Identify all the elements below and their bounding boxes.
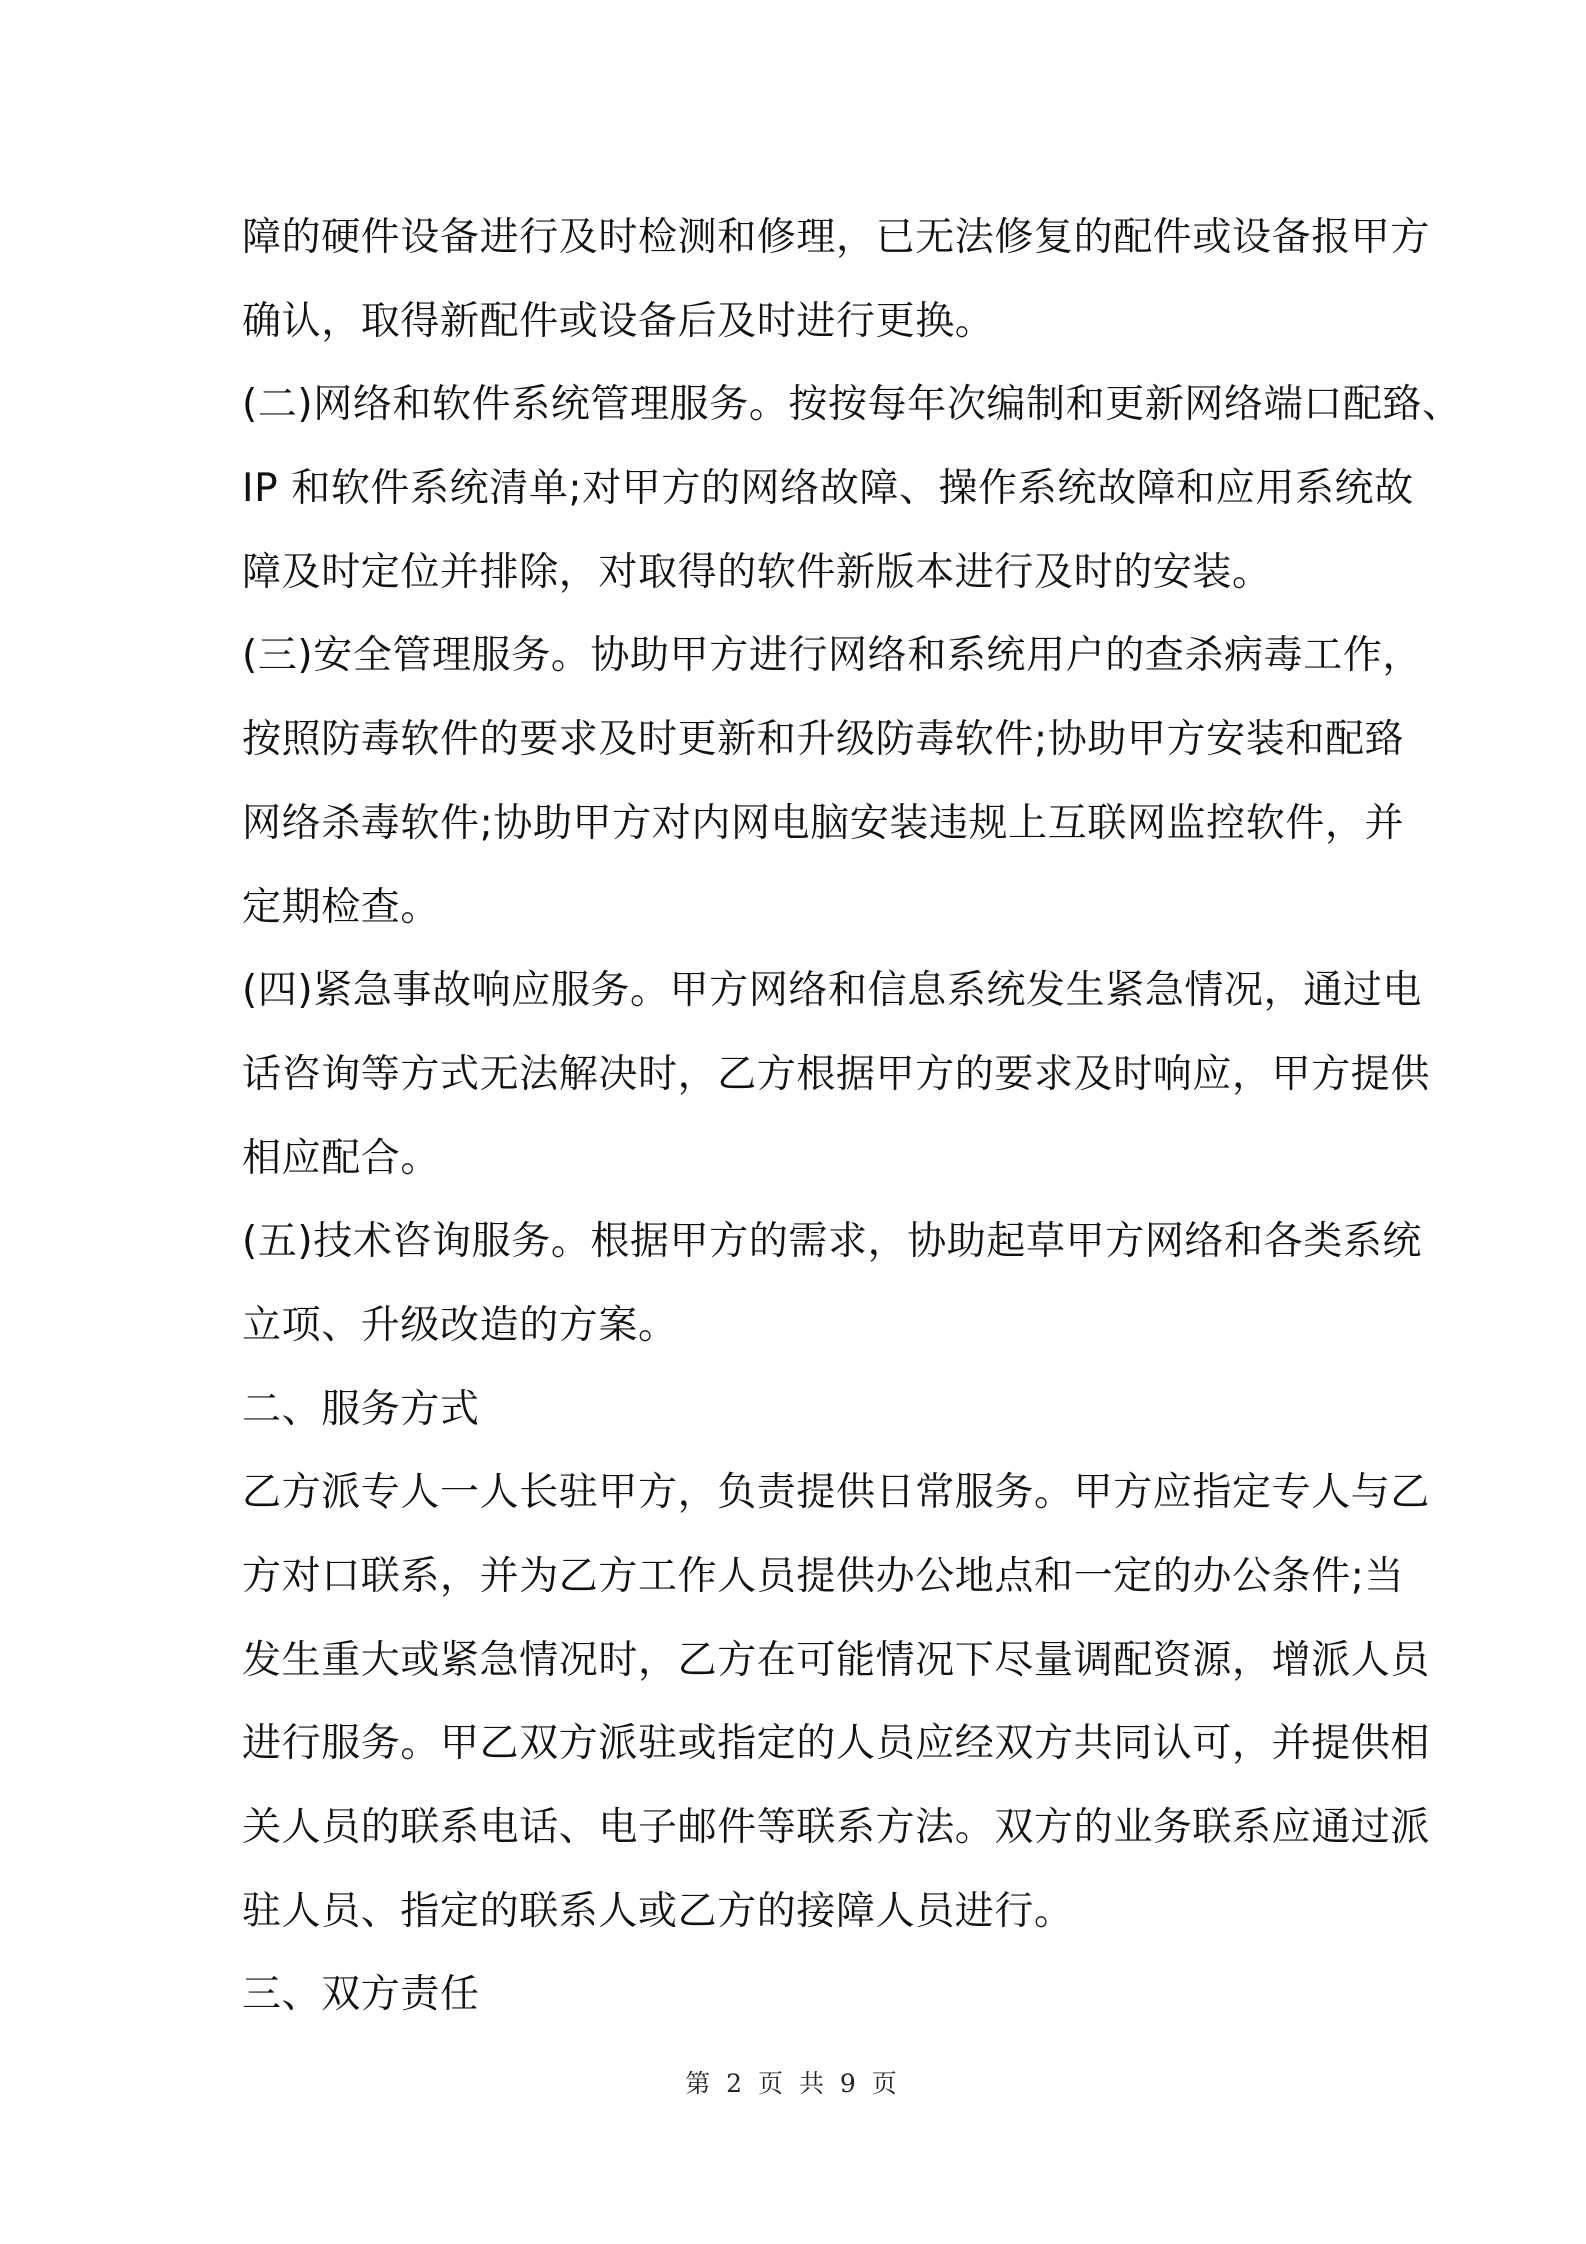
page-number-footer: 第 2 页 共 9 页 (685, 2069, 901, 2098)
text-line: 方对口联系，并为乙方工作人员提供办公地点和一定的办公条件;当 (242, 1554, 1405, 1599)
text-line: 确认，取得新配件或设备后及时进行更换。 (242, 298, 995, 344)
text-line: 定期检查。 (242, 884, 441, 930)
text-line: (五)技术咨询服务。根据甲方的需求，协助起草甲方网络和各类系统 (242, 1219, 1423, 1265)
text-line: (四)紧急事故响应服务。甲方网络和信息系统发生紧急情况，通过电 (242, 968, 1423, 1014)
text-line: (三)安全管理服务。协助甲方进行网络和系统用户的查杀病毒工作， (242, 633, 1423, 679)
text-line: 立项、升级改造的方案。 (242, 1302, 678, 1348)
text-line: 网络杀毒软件;协助甲方对内网电脑安装违规上互联网监控软件，并 (242, 800, 1405, 846)
text-line: 话咨询等方式无法解决时，乙方根据甲方的要求及时响应，甲方提供 (242, 1051, 1431, 1097)
text-line: 驻人员、指定的联系人或乙方的接障人员进行。 (242, 1888, 1074, 1934)
section-heading: 二、服务方式 (242, 1386, 480, 1432)
text-line: 按照防毒软件的要求及时更新和升级防毒软件;协助甲方安装和配臵 (242, 717, 1405, 763)
text-line: 相应配合。 (242, 1135, 441, 1181)
document-body (242, 196, 1462, 2037)
text-line: (二)网络和软件系统管理服务。按按每年次编制和更新网络端口配臵、 (242, 382, 1462, 428)
section-heading: 三、双方责任 (242, 1972, 480, 2018)
text-line: 发生重大或紧急情况时，乙方在可能情况下尽量调配资源，增派人员 (242, 1637, 1431, 1683)
text-line: 障及时定位并排除，对取得的软件新版本进行及时的安装。 (242, 549, 1272, 595)
text-line: 关人员的联系电话、电子邮件等联系方法。双方的业务联系应通过派 (242, 1805, 1431, 1851)
text-line: 进行服务。甲乙双方派驻或指定的人员应经双方共同认可，并提供相 (242, 1721, 1431, 1767)
text-line: IP 和软件系统清单;对甲方的网络故障、操作系统故障和应用系统故 (242, 466, 1414, 512)
text-line: 障的硬件设备进行及时检测和修理，已无法修复的配件或设备报甲方 (242, 215, 1431, 260)
text-line: 乙方派专人一人长驻甲方，负责提供日常服务。甲方应指定专人与乙 (242, 1470, 1431, 1516)
